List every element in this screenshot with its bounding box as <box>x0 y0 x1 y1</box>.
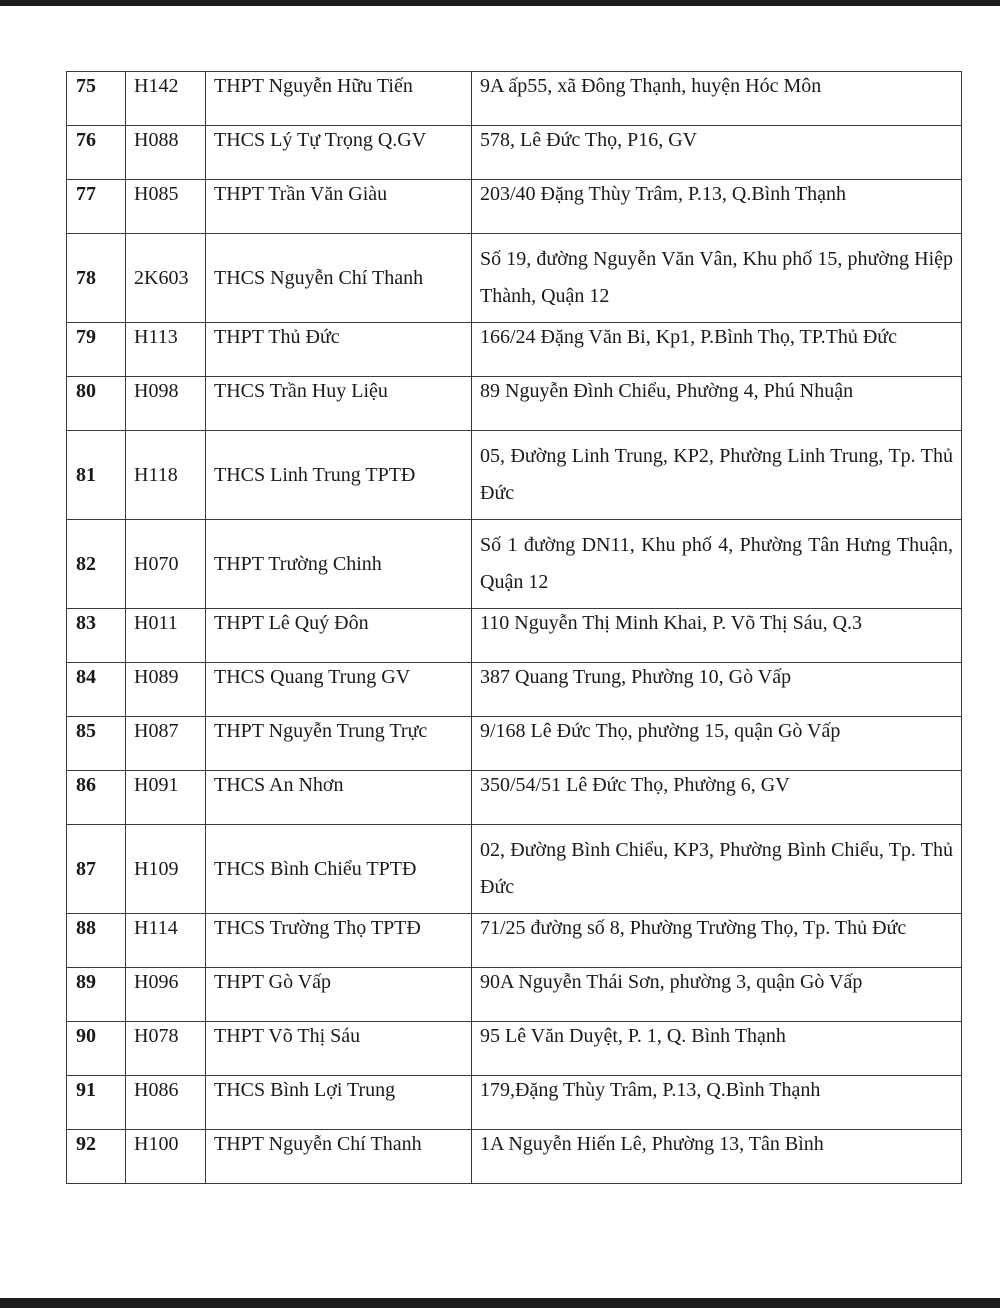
school-code: H087 <box>126 717 206 771</box>
school-name: THCS Bình Chiểu TPTĐ <box>206 825 472 914</box>
school-address: 9/168 Lê Đức Thọ, phường 15, quận Gò Vấp <box>472 717 962 771</box>
school-address: 02, Đường Bình Chiểu, KP3, Phường Bình Chiểu, Tp. Thủ Đức <box>472 825 962 914</box>
table-row <box>67 1130 962 1184</box>
school-name: THCS Nguyễn Chí Thanh <box>206 234 472 323</box>
table-row <box>67 377 962 431</box>
row-number: 78 <box>67 234 126 323</box>
school-address: Số 1 đường DN11, Khu phố 4, Phường Tân Hưng Thuận, Quận 12 <box>472 520 962 609</box>
school-table <box>66 71 962 1184</box>
school-address: 90A Nguyễn Thái Sơn, phường 3, quận Gò Vấp <box>472 968 962 1022</box>
row-number: 89 <box>67 968 126 1022</box>
school-code: H114 <box>126 914 206 968</box>
row-number: 85 <box>67 717 126 771</box>
table-row <box>67 126 962 180</box>
school-code: H086 <box>126 1076 206 1130</box>
school-code: H085 <box>126 180 206 234</box>
school-address: 203/40 Đặng Thùy Trâm, P.13, Q.Bình Thạnh <box>472 180 962 234</box>
table-row <box>67 72 962 126</box>
school-name: THCS Bình Lợi Trung <box>206 1076 472 1130</box>
school-name: THCS Trường Thọ TPTĐ <box>206 914 472 968</box>
row-number: 84 <box>67 663 126 717</box>
table-row <box>67 520 962 609</box>
school-address: 179,Đặng Thùy Trâm, P.13, Q.Bình Thạnh <box>472 1076 962 1130</box>
school-name: THCS Trần Huy Liệu <box>206 377 472 431</box>
table-row <box>67 663 962 717</box>
table-row <box>67 609 962 663</box>
school-code: H113 <box>126 323 206 377</box>
school-address: Số 19, đường Nguyễn Văn Vân, Khu phố 15, phường Hiệp Thành, Quận 12 <box>472 234 962 323</box>
row-number: 82 <box>67 520 126 609</box>
school-name: THPT Lê Quý Đôn <box>206 609 472 663</box>
row-number: 90 <box>67 1022 126 1076</box>
school-name: THPT Võ Thị Sáu <box>206 1022 472 1076</box>
table-row <box>67 717 962 771</box>
row-number: 86 <box>67 771 126 825</box>
school-address: 1A Nguyễn Hiến Lê, Phường 13, Tân Bình <box>472 1130 962 1184</box>
top-border-bar <box>0 0 1000 6</box>
school-code: H091 <box>126 771 206 825</box>
school-code: H109 <box>126 825 206 914</box>
school-address: 387 Quang Trung, Phường 10, Gò Vấp <box>472 663 962 717</box>
table-row <box>67 1076 962 1130</box>
school-code: H100 <box>126 1130 206 1184</box>
school-code: H096 <box>126 968 206 1022</box>
table-row <box>67 180 962 234</box>
school-code: H118 <box>126 431 206 520</box>
row-number: 76 <box>67 126 126 180</box>
row-number: 81 <box>67 431 126 520</box>
table-row <box>67 825 962 914</box>
school-code: H070 <box>126 520 206 609</box>
row-number: 79 <box>67 323 126 377</box>
row-number: 75 <box>67 72 126 126</box>
school-code: H142 <box>126 72 206 126</box>
school-address: 89 Nguyễn Đình Chiểu, Phường 4, Phú Nhuận <box>472 377 962 431</box>
table-row <box>67 968 962 1022</box>
school-name: THPT Nguyễn Chí Thanh <box>206 1130 472 1184</box>
table-row <box>67 914 962 968</box>
school-name: THPT Gò Vấp <box>206 968 472 1022</box>
school-code: H011 <box>126 609 206 663</box>
school-name: THCS An Nhơn <box>206 771 472 825</box>
school-code: H088 <box>126 126 206 180</box>
school-address: 166/24 Đặng Văn Bi, Kp1, P.Bình Thọ, TP.Thủ Đức <box>472 323 962 377</box>
row-number: 92 <box>67 1130 126 1184</box>
school-code: 2K603 <box>126 234 206 323</box>
school-name: THPT Trường Chinh <box>206 520 472 609</box>
row-number: 88 <box>67 914 126 968</box>
school-table-body <box>67 72 962 1184</box>
school-name: THCS Lý Tự Trọng Q.GV <box>206 126 472 180</box>
school-code: H078 <box>126 1022 206 1076</box>
school-address: 05, Đường Linh Trung, KP2, Phường Linh Trung, Tp. Thủ Đức <box>472 431 962 520</box>
table-row <box>67 1022 962 1076</box>
table-row <box>67 234 962 323</box>
school-address: 95 Lê Văn Duyệt, P. 1, Q. Bình Thạnh <box>472 1022 962 1076</box>
school-name: THCS Quang Trung GV <box>206 663 472 717</box>
row-number: 80 <box>67 377 126 431</box>
school-address: 71/25 đường số 8, Phường Trường Thọ, Tp. Thủ Đức <box>472 914 962 968</box>
school-name: THPT Thủ Đức <box>206 323 472 377</box>
table-row <box>67 323 962 377</box>
row-number: 87 <box>67 825 126 914</box>
bottom-border-bar <box>0 1298 1000 1308</box>
school-name: THCS Linh Trung TPTĐ <box>206 431 472 520</box>
school-address: 110 Nguyễn Thị Minh Khai, P. Võ Thị Sáu, Q.3 <box>472 609 962 663</box>
row-number: 83 <box>67 609 126 663</box>
school-address: 9A ấp55, xã Đông Thạnh, huyện Hóc Môn <box>472 72 962 126</box>
table-row <box>67 431 962 520</box>
school-name: THPT Nguyễn Trung Trực <box>206 717 472 771</box>
school-name: THPT Nguyễn Hữu Tiến <box>206 72 472 126</box>
school-name: THPT Trần Văn Giàu <box>206 180 472 234</box>
school-address: 350/54/51 Lê Đức Thọ, Phường 6, GV <box>472 771 962 825</box>
row-number: 77 <box>67 180 126 234</box>
school-code: H098 <box>126 377 206 431</box>
row-number: 91 <box>67 1076 126 1130</box>
table-row <box>67 771 962 825</box>
school-address: 578, Lê Đức Thọ, P16, GV <box>472 126 962 180</box>
school-code: H089 <box>126 663 206 717</box>
